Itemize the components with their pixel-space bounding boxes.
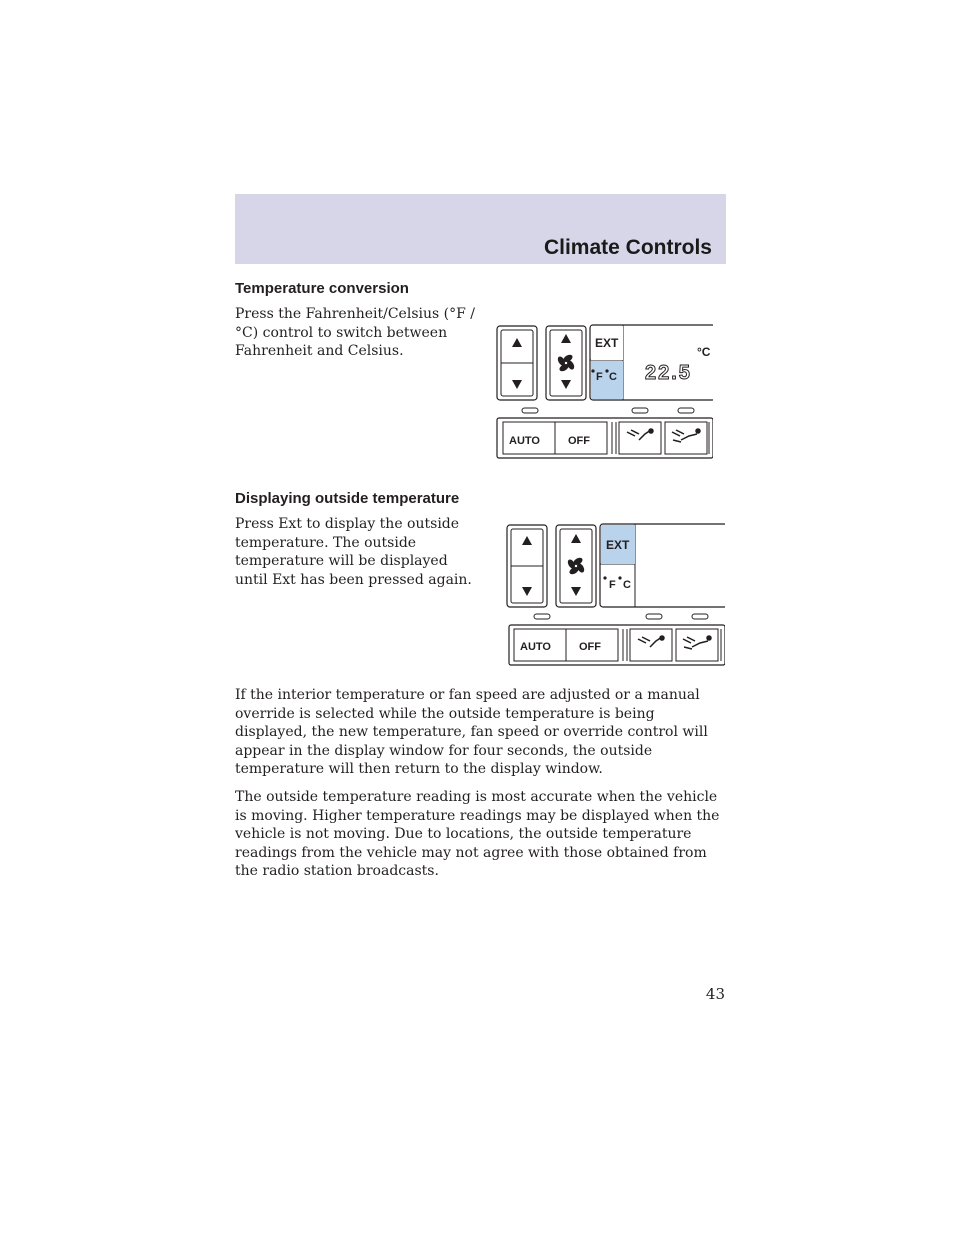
degree-dot-f [603,576,606,579]
indicator-led [678,408,694,413]
section-paragraph-outside-temperature: Press Ext to display the outside temperature. The outside temperature will be displayed until Ext has been pressed again. [235,516,472,588]
indicator-led [692,614,708,619]
body-paragraph-accuracy: The outside temperature reading is most accurate when the vehicle is moving. Higher temperature readings may be displayed when the vehicle is not moving. Due to locations, the outside temperature readings from the vehicle may not agree with those obtained from the radio station broadcasts. [235,789,720,880]
section-heading-temperature-conversion: Temperature conversion [235,280,409,297]
auto-label: AUTO [520,641,551,653]
display-temperature-unit: °C [697,345,711,359]
ext-label: EXT [595,336,619,350]
indicator-led [632,408,648,413]
chapter-header-band [235,194,726,264]
body-paragraph-override: If the interior temperature or fan speed are adjusted or a manual override is selected while the outside temperature is being displayed, the new temperature, fan speed or override control will appear in the display window for four seconds, the outside temperature will then return to the display window. [235,687,708,778]
off-label: OFF [568,435,590,447]
page-number: 43 [705,985,725,1003]
c-label: C [609,371,617,383]
ext-label: EXT [606,538,630,552]
auto-indicator-led [534,614,550,619]
auto-indicator-led [522,408,538,413]
climate-panel-celsius [495,322,713,462]
f-label: F [609,579,616,591]
c-label: C [623,579,631,591]
climate-panel-exterior [505,522,725,667]
auto-label: AUTO [509,435,540,447]
display-temperature-value: 22.5 [645,362,692,384]
section-heading-outside-temperature: Displaying outside temperature [235,490,460,507]
degree-dot-f [591,369,594,372]
degree-dot-c [618,576,621,579]
f-label: F [596,371,603,383]
indicator-led [646,614,662,619]
section-paragraph-temperature-conversion: Press the Fahrenheit/Celsius (°F /°C) control to switch between Fahrenheit and Celsius. [235,306,475,360]
chapter-title: Climate Controls [543,236,712,259]
off-label: OFF [579,641,601,653]
